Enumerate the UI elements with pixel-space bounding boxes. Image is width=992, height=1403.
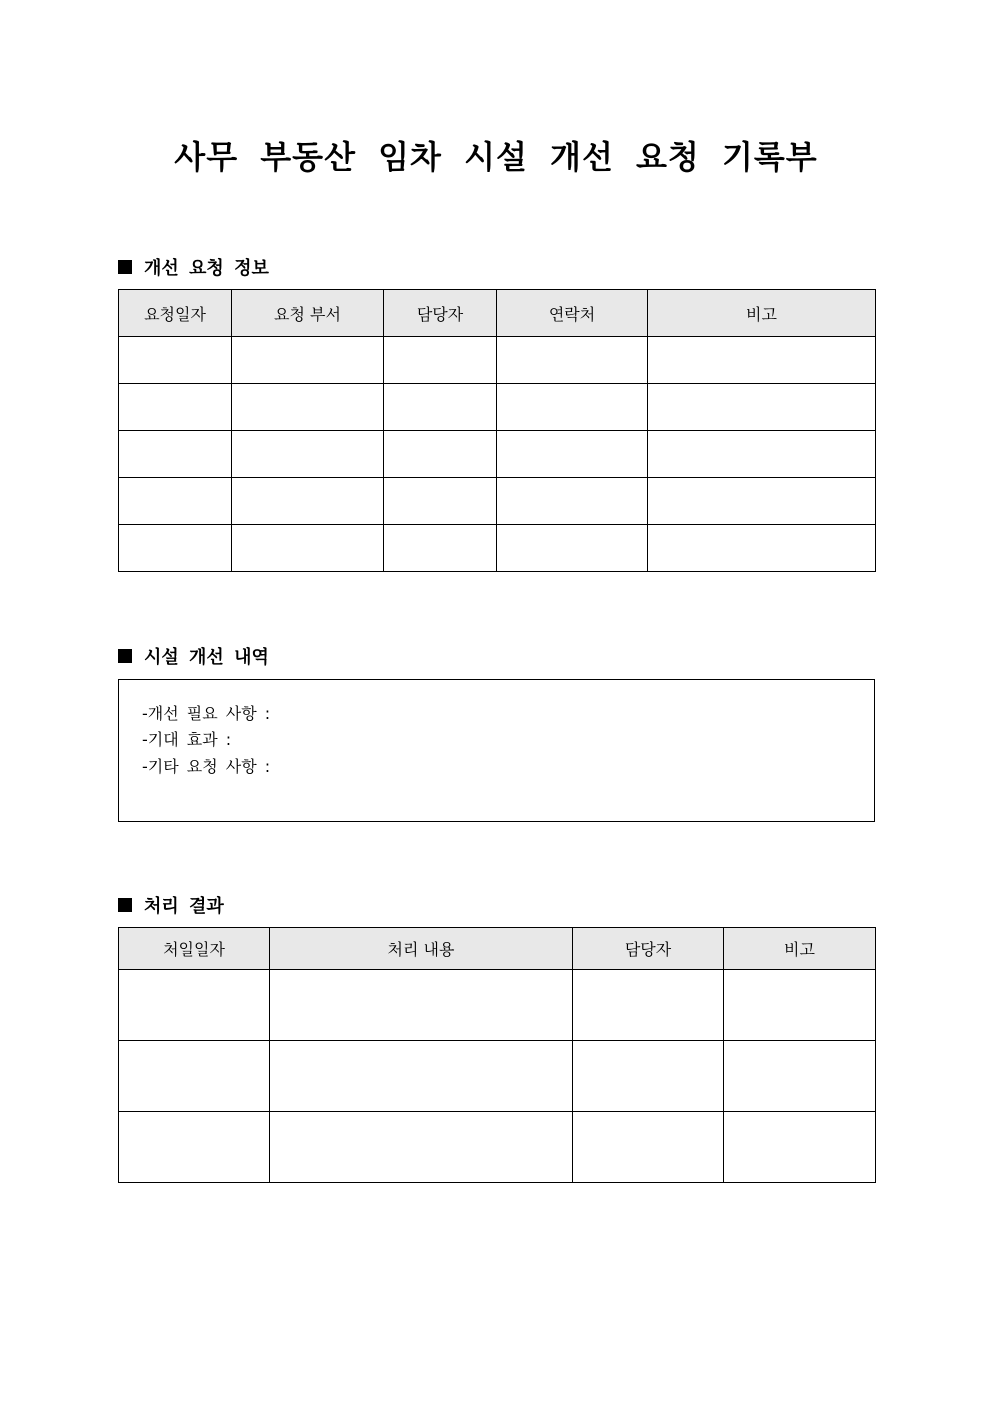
- section-heading-label: 처리 결과: [144, 896, 224, 917]
- section-heading-improvement-details: [118, 643, 269, 669]
- section-heading-request-info: [118, 254, 269, 280]
- table-row: [119, 1112, 876, 1183]
- table-cell[interactable]: [232, 337, 384, 384]
- square-bullet-icon: [118, 649, 132, 663]
- table-cell[interactable]: [119, 384, 232, 431]
- table-row: [119, 337, 876, 384]
- section-heading-label: 시설 개선 내역: [144, 647, 269, 668]
- table-cell[interactable]: [724, 1041, 876, 1112]
- square-bullet-icon: [118, 898, 132, 912]
- table-cell[interactable]: [497, 337, 648, 384]
- detail-line-needed-items: -개선 필요 사항 :: [142, 704, 271, 723]
- table-cell[interactable]: [119, 1041, 270, 1112]
- table-row: [119, 431, 876, 478]
- table-cell[interactable]: [384, 384, 497, 431]
- table-cell[interactable]: [648, 525, 876, 572]
- table-cell[interactable]: [384, 337, 497, 384]
- table-cell[interactable]: [724, 1112, 876, 1183]
- column-header-person-in-charge: 담당자: [573, 928, 724, 970]
- detail-line-expected-effect: -기대 효과 :: [142, 730, 232, 749]
- table-cell[interactable]: [119, 970, 270, 1041]
- table-row: [119, 525, 876, 572]
- table-cell[interactable]: [648, 337, 876, 384]
- table-cell[interactable]: [119, 525, 232, 572]
- document-title: 사무 부동산 임차 시설 개선 요청 기록부: [174, 138, 818, 176]
- table-cell[interactable]: [497, 525, 648, 572]
- table-cell[interactable]: [724, 970, 876, 1041]
- section-heading-processing-result: [118, 892, 224, 918]
- column-header-person-in-charge: 담당자: [384, 290, 497, 337]
- table-row: [119, 384, 876, 431]
- square-bullet-icon: [118, 260, 132, 274]
- table-cell[interactable]: [232, 431, 384, 478]
- table-cell[interactable]: [648, 384, 876, 431]
- table-cell[interactable]: [384, 525, 497, 572]
- table-cell[interactable]: [384, 478, 497, 525]
- table-cell[interactable]: [119, 337, 232, 384]
- table-cell[interactable]: [119, 1112, 270, 1183]
- table-cell[interactable]: [232, 525, 384, 572]
- table-cell[interactable]: [648, 431, 876, 478]
- column-header-contact: 연락처: [497, 290, 648, 337]
- table-cell[interactable]: [270, 970, 573, 1041]
- column-header-remarks: 비고: [648, 290, 876, 337]
- table-cell[interactable]: [648, 478, 876, 525]
- table-cell[interactable]: [497, 384, 648, 431]
- table-header-row: [119, 290, 876, 337]
- column-header-request-department: 요청 부서: [232, 290, 384, 337]
- column-header-processing-content: 처리 내용: [270, 928, 573, 970]
- table-cell[interactable]: [573, 970, 724, 1041]
- table-header-row: [119, 928, 876, 970]
- column-header-request-date: 요청일자: [119, 290, 232, 337]
- table-cell[interactable]: [270, 1041, 573, 1112]
- table-cell[interactable]: [119, 431, 232, 478]
- request-info-table: [118, 289, 876, 572]
- table-cell[interactable]: [232, 384, 384, 431]
- detail-line-other-requests: -기타 요청 사항 :: [142, 757, 271, 776]
- table-row: [119, 1041, 876, 1112]
- table-cell[interactable]: [119, 478, 232, 525]
- table-cell[interactable]: [497, 431, 648, 478]
- table-cell[interactable]: [573, 1112, 724, 1183]
- table-cell[interactable]: [384, 431, 497, 478]
- table-cell[interactable]: [573, 1041, 724, 1112]
- improvement-details-box[interactable]: [118, 679, 875, 822]
- table-cell[interactable]: [270, 1112, 573, 1183]
- column-header-processing-date: 처일일자: [119, 928, 270, 970]
- table-cell[interactable]: [232, 478, 384, 525]
- table-row: [119, 970, 876, 1041]
- column-header-remarks: 비고: [724, 928, 876, 970]
- section-heading-label: 개선 요청 정보: [144, 258, 269, 279]
- table-cell[interactable]: [497, 478, 648, 525]
- table-row: [119, 478, 876, 525]
- processing-result-table: [118, 927, 876, 1183]
